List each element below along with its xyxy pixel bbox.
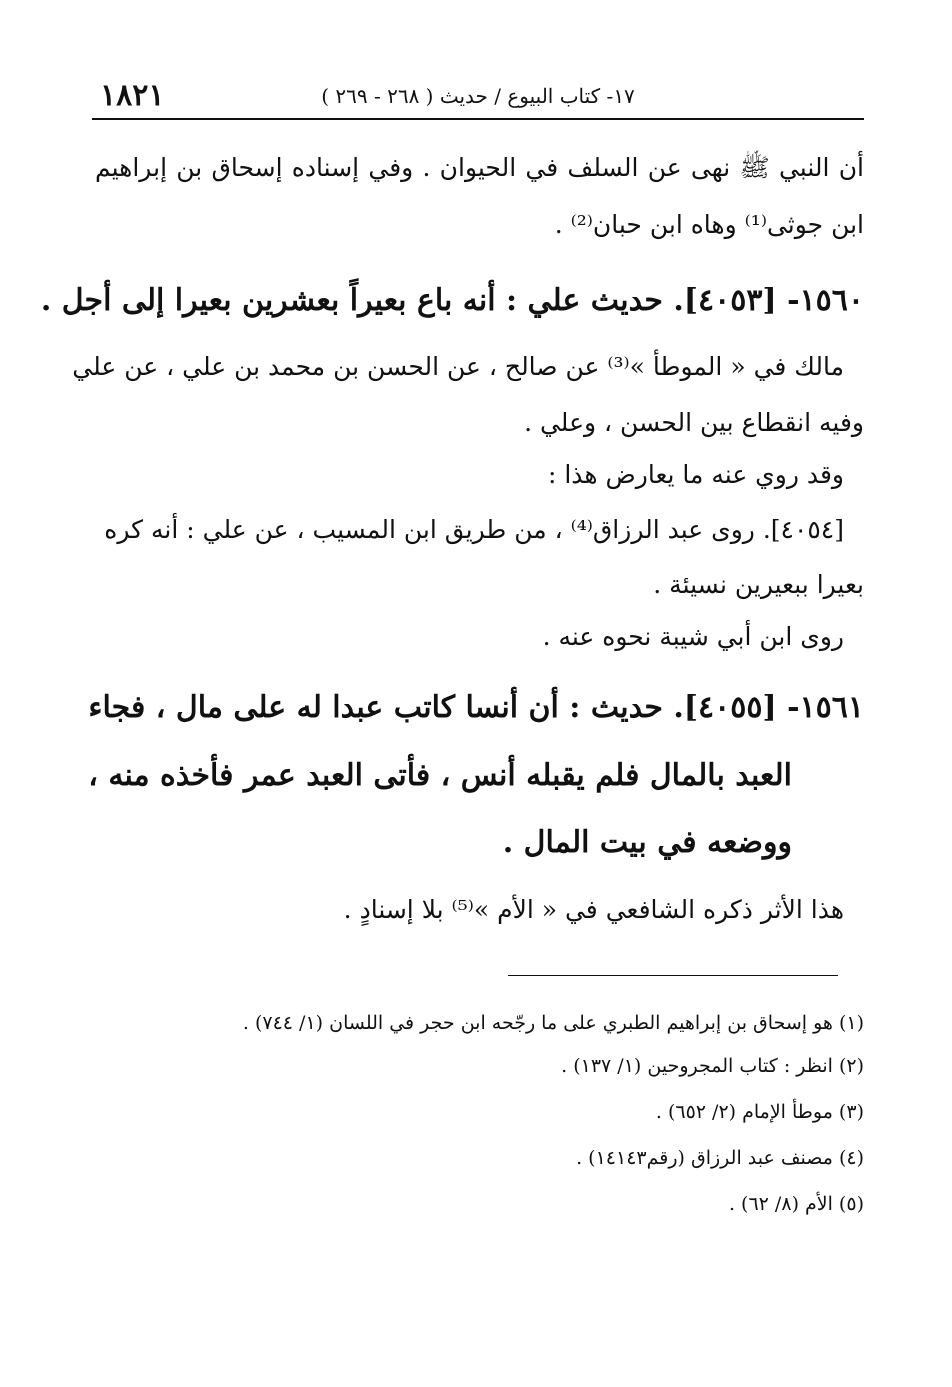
page-number: ١٨٢١	[100, 78, 165, 113]
paragraph-line: روى ابن أبي شيبة نحوه عنه .	[542, 622, 844, 651]
footnote: (٥) الأم (٨/ ٦٢) .	[728, 1193, 864, 1215]
footnote: (٤) مصنف عبد الرزاق (رقم١٤١٤٣) .	[576, 1147, 864, 1169]
paragraph-line: بعيرا ببعيرين نسيئة .	[653, 570, 864, 599]
hadith-heading-1561-cont: ووضعه في بيت المال .	[502, 825, 792, 860]
paragraph-line: هذا الأثر ذكره الشافعي في « الأم »⁽⁵⁾ بلا إسنادٍ .	[343, 895, 844, 924]
running-title: ١٧- كتاب البيوع / حديث ( ٢٦٨ - ٢٦٩ )	[321, 84, 635, 108]
header-rule	[92, 118, 864, 120]
paragraph-line: وفيه انقطاع بين الحسن ، وعلي .	[524, 408, 864, 437]
footnote: (١) هو إسحاق بن إبراهيم الطبري على ما رجّحه ابن حجر في اللسان (١/ ٧٤٤) .	[242, 1012, 864, 1034]
footnote: (٢) انظر : كتاب المجروحين (١/ ١٣٧) .	[561, 1055, 864, 1077]
paragraph-line: وقد روي عنه ما يعارض هذا :	[547, 460, 844, 489]
footnote-separator	[508, 975, 838, 976]
paragraph-line: أن النبي ﷺ نهى عن السلف في الحيوان . وفي إسناده إسحاق بن إبراهيم	[95, 153, 864, 182]
paragraph-line: مالك في « الموطأ »⁽³⁾ عن صالح ، عن الحسن بن محمد بن علي ، عن علي	[72, 352, 844, 381]
paragraph-line: ابن جوثى⁽¹⁾ وهاه ابن حبان⁽²⁾ .	[554, 210, 864, 239]
page-header	[92, 78, 864, 116]
hadith-heading-1561-cont: العبد بالمال فلم يقبله أنس ، فأتى العبد عمر فأخذه منه ،	[88, 758, 792, 793]
footnote: (٣) موطأ الإمام (٢/ ٦٥٢) .	[655, 1101, 864, 1123]
paragraph-line: [٤٠٥٤]. روى عبد الرزاق⁽⁴⁾ ، من طريق ابن المسيب ، عن علي : أنه كره	[104, 515, 844, 544]
hadith-heading-1560: ١٥٦٠- [٤٠٥٣]. حديث علي : أنه باع بعيراً بعشرين بعيرا إلى أجل .	[40, 283, 864, 318]
hadith-heading-1561: ١٥٦١- [٤٠٥٥]. حديث : أن أنسا كاتب عبدا له على مال ، فجاء	[88, 690, 864, 725]
